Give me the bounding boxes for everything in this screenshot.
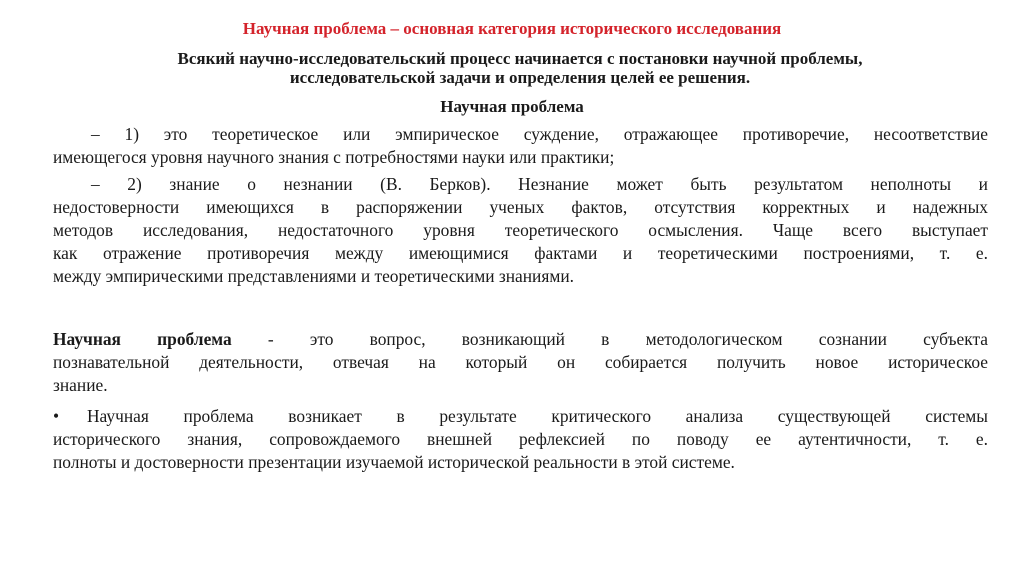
bullet-line: полноты и достоверности презентации изучаемой исторической реальности в этой системе.: [53, 452, 735, 472]
definition-2-line: методов исследования, недостаточного уровня теоретического осмысления. Чаще всего выступает: [53, 220, 988, 240]
bullet-paragraph: [53, 405, 988, 474]
bullet-line: [53, 405, 988, 428]
section-heading: Научная проблема: [440, 97, 584, 116]
paragraph-line: [53, 328, 988, 351]
paragraph-line-rest: - это вопрос, возникающий в методологическом сознании субъекта: [231, 329, 988, 349]
term-scientific-problem: Научная проблема: [53, 329, 232, 349]
problem-definition-paragraph: [53, 328, 988, 397]
definition-2-line: как отражение противоречия между имеющимися фактами и теоретическими построениями, т. е.: [53, 243, 988, 263]
subtitle-line-1: Всякий научно-исследовательский процесс начинается с постановки научной проблемы,: [177, 49, 863, 68]
paragraph-line: познавательной деятельности, отвечая на который он собирается получить новое историческое: [53, 352, 988, 372]
slide-title: Научная проблема – основная категория исторического исследования: [242, 19, 782, 38]
definition-1: [53, 123, 988, 169]
definition-2: [53, 173, 988, 288]
slide-subtitle: [70, 49, 970, 87]
paragraph-line: знание.: [53, 375, 108, 395]
definition-2-line: между эмпирическими представлениями и теоретическими знаниями.: [53, 266, 575, 286]
definition-2-line: – 2) знание о незнании (В. Берков). Незнание может быть результатом неполноты и: [91, 174, 988, 194]
definition-2-line: недостоверности имеющихся в распоряжении ученых фактов, отсутствия корректных и надежных: [53, 197, 988, 217]
definition-1-line: – 1) это теоретическое или эмпирическое суждение, отражающее противоречие, несоответствие: [91, 124, 988, 144]
definition-1-line: имеющегося уровня научного знания с потребностями науки или практики;: [53, 147, 615, 167]
subtitle-line-2: исследовательской задачи и определения целей ее решения.: [289, 68, 751, 87]
bullet-line-text: Научная проблема возникает в результате критического анализа существующей системы: [87, 406, 988, 426]
bullet-icon: •: [53, 406, 60, 426]
bullet-line: исторического знания, сопровождаемого внешней рефлексией по поводу ее аутентичности, т. е.: [53, 429, 988, 449]
